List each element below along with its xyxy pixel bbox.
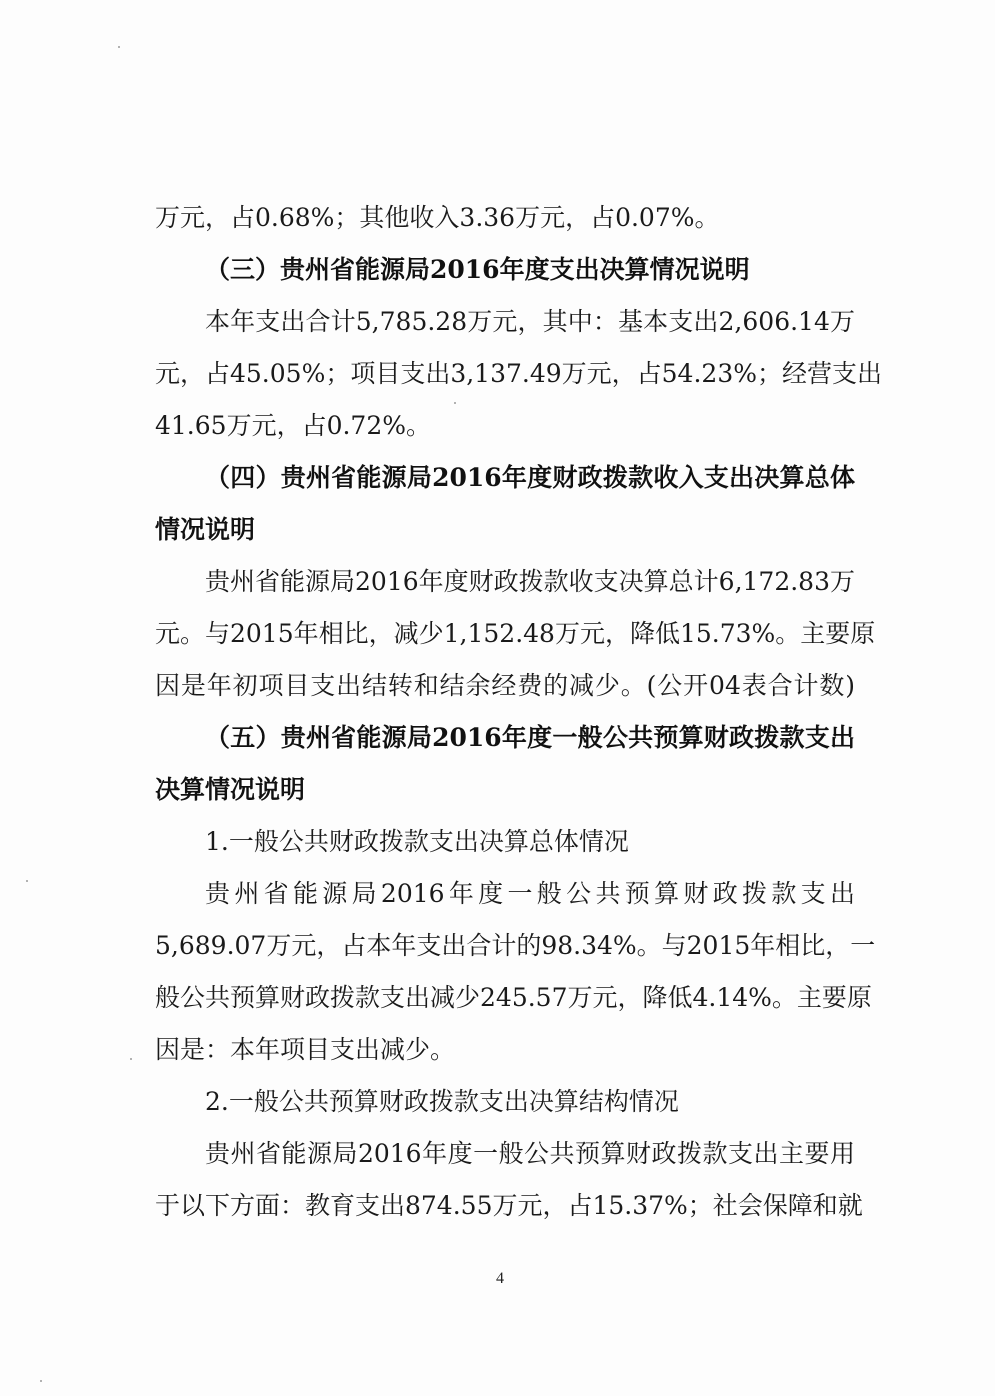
scan-speck: [454, 402, 456, 404]
body-text-line: 贵州省能源局2016年度一般公共预算财政拨款支出: [205, 879, 855, 908]
scan-speck: [130, 1058, 132, 1060]
section-heading-4-continued: 情况说明: [155, 515, 256, 544]
scan-speck: [118, 46, 120, 48]
section-heading-5-continued: 决算情况说明: [155, 775, 306, 804]
page-number: 4: [496, 1270, 504, 1287]
section-heading-4: （四）贵州省能源局2016年度财政拨款收入支出决算总体: [205, 463, 855, 492]
body-text-line: 本年支出合计5,785.28万元，其中：基本支出2,606.14万: [205, 307, 855, 336]
body-text-line: 万元，占0.68%；其他收入3.36万元，占0.07%。: [155, 203, 720, 232]
section-heading-5: （五）贵州省能源局2016年度一般公共预算财政拨款支出: [205, 723, 855, 752]
body-text-line: 41.65万元，占0.72%。: [155, 411, 431, 440]
body-text-line: 贵州省能源局2016年度一般公共预算财政拨款支出主要用: [205, 1139, 855, 1168]
section-heading-3: （三）贵州省能源局2016年度支出决算情况说明: [205, 255, 750, 284]
body-text-line: 贵州省能源局2016年度财政拨款收支决算总计6,172.83万: [205, 567, 855, 596]
scan-speck: [40, 1380, 42, 1382]
subsection-heading-2: 2.一般公共预算财政拨款支出决算结构情况: [205, 1087, 679, 1116]
body-text-line: 于以下方面：教育支出874.55万元，占15.37%；社会保障和就: [155, 1191, 863, 1220]
scan-speck: [26, 880, 28, 882]
body-text-line: 元，占45.05%；项目支出3,137.49万元，占54.23%；经营支出: [155, 359, 882, 388]
body-text-line: 因是年初项目支出结转和结余经费的减少。(公开04表合计数): [155, 671, 855, 700]
body-text-line: 5,689.07万元，占本年支出合计的98.34%。与2015年相比，一: [155, 931, 876, 960]
subsection-heading-1: 1.一般公共财政拨款支出决算总体情况: [205, 827, 629, 856]
body-text-line: 般公共预算财政拨款支出减少245.57万元，降低4.14%。主要原: [155, 983, 872, 1012]
body-text-line: 因是：本年项目支出减少。: [155, 1035, 456, 1064]
body-text-line: 元。与2015年相比，减少1,152.48万元，降低15.73%。主要原: [155, 619, 876, 648]
